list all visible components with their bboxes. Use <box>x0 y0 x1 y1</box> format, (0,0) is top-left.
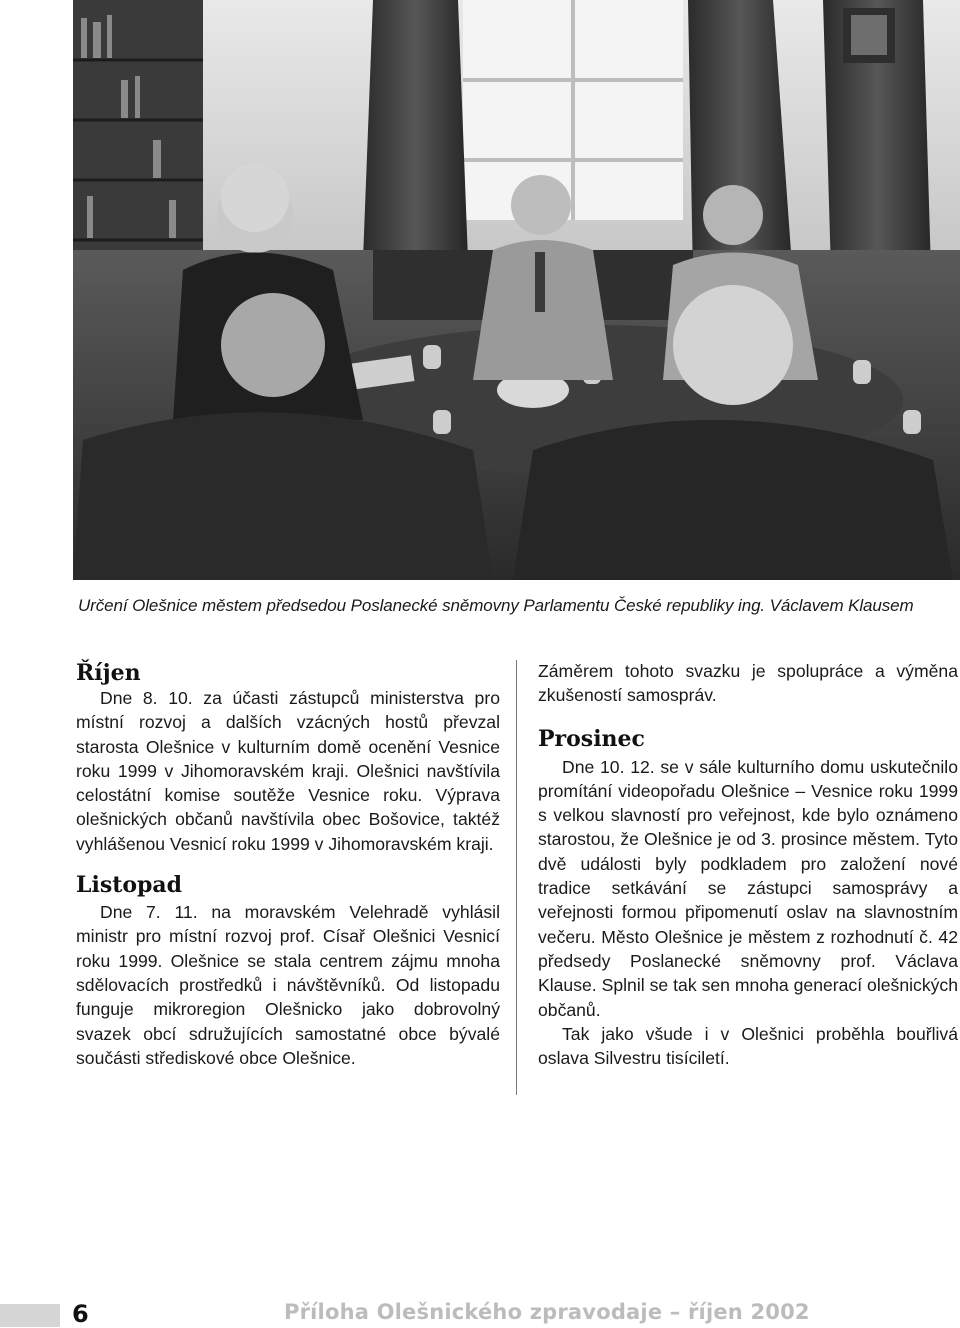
publication-title: Příloha Olešnického zpravodaje – říjen 2002 <box>284 1300 810 1324</box>
paragraph-rijen: Dne 8. 10. za účasti zástupců ministerstva pro místní rozvoj a dalších vzácných hostů převzal starosta Olešnice v kulturním domě ocenění Vesnice roku 1999 v Jihomoravském kraji. Olešnici navštívila celostátní komise soutěže Vesnice roku. Výprava olešnických občanů navštívila obec Bošovice, taktéž vyhlášenou Vesnicí roku 1999 v Jihomoravském kraji. <box>76 688 500 854</box>
heading-prosinec: Prosinec <box>538 725 645 752</box>
footer-bar <box>0 1304 60 1327</box>
right-column <box>538 659 958 1070</box>
meeting-photo <box>73 0 960 580</box>
page-number: 6 <box>72 1300 89 1328</box>
paragraph-prosinec: Dne 10. 12. se v sále kulturního domu uskutečnilo promítání videopořadu Olešnice – Vesnice roku 1999 s velkou slavností pro veřejnost, kde bylo oznámeno starostou, že Olešnice je od 3. prosince městem. Tyto dvě události byly podkladem pro založení nové tradice setkávání se zástupci samosprávy a veřejnosti formou připomenutí oslav na slavnostním večeru. Město Olešnice je městem z rozhodnutí č. 42 předsedy Poslanecké sněmovny prof. Václava Klause. Splnil se tak sen mnoha generací olešnických občanů. <box>538 756 958 1020</box>
paragraph-silvestr: Tak jako všude i v Olešnici proběhla bouřlivá oslava Silvestru tisíciletí. <box>538 1023 958 1069</box>
heading-rijen: Říjen <box>76 660 141 686</box>
meeting-photo-illustration <box>73 0 960 580</box>
paragraph-listopad: Dne 7. 11. na moravském Velehradě vyhlásil ministr pro místní rozvoj prof. Císař Olešnici Vesnicí roku 1999. Olešnice se stala centrem zájmu mnoha sdělovacích prostředků i návštěvníků. Od listopadu funguje mikroregion Olešnicko jako dobrovolný svazek obcí sdružujících samostatné obce bývalé součásti střediskové obce Olešnice. <box>76 902 500 1068</box>
heading-listopad: Listopad <box>76 872 183 899</box>
paragraph-intro: Záměrem tohoto svazku je spolupráce a výměna zkušeností samospráv. <box>538 661 958 706</box>
column-divider <box>516 660 517 1095</box>
left-column <box>76 658 500 1070</box>
photo-caption: Určení Olešnice městem předsedou Poslanecké sněmovny Parlamentu České republiky ing. Václavem Klausem <box>78 596 914 615</box>
